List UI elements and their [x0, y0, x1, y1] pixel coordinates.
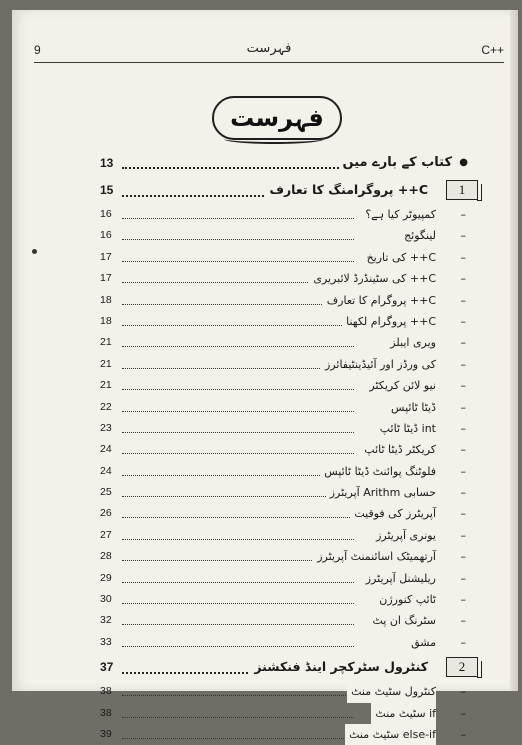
toc-row	[92, 525, 472, 546]
bullet-dash-icon: –	[460, 208, 466, 221]
toc-row	[92, 546, 472, 567]
toc-row	[92, 610, 472, 631]
toc-row	[92, 397, 472, 418]
toc-row	[92, 332, 472, 353]
bullet-dash-icon: –	[460, 314, 466, 328]
toc-entry-title: کتاب کے بارے میں	[339, 150, 452, 176]
bullet-dash-icon: –	[460, 443, 466, 457]
dot-leader	[122, 325, 354, 326]
dot-leader	[122, 218, 354, 219]
dot-leader	[122, 646, 354, 647]
dot-leader	[122, 389, 354, 390]
toc-entry-title: کنٹرول سٹرکچر اینڈ فنکشنز	[250, 653, 428, 681]
toc-page-number: 27	[100, 528, 112, 541]
toc-row	[92, 225, 472, 246]
dot-leader	[122, 603, 354, 604]
toc-page-number: 21	[100, 357, 112, 370]
toc-chapter-row	[92, 176, 472, 204]
toc-page-number: 24	[100, 464, 112, 477]
bullet-dash-icon: –	[460, 229, 466, 243]
bullet-dash-icon: –	[460, 357, 466, 371]
toc-row	[92, 418, 472, 439]
dot-leader	[122, 453, 354, 454]
toc-row	[92, 632, 472, 653]
dot-leader	[122, 304, 354, 305]
dot-leader	[122, 167, 354, 169]
toc-entry-title: C++ پروگرام لکھنا	[342, 311, 436, 332]
toc-row	[92, 439, 472, 460]
dot-leader	[122, 582, 354, 583]
toc-entry-title: ریلیشنل آپریٹرز	[362, 568, 436, 589]
bullet-dash-icon: –	[460, 293, 466, 307]
toc-page-number: 21	[100, 379, 112, 392]
toc-entry-title: لینگوئج	[400, 225, 436, 246]
bullet-dash-icon: –	[460, 486, 466, 500]
dot-leader	[122, 738, 354, 739]
toc-row	[92, 703, 472, 724]
toc-page-number: 17	[100, 272, 112, 285]
toc-entry-title: C++ پروگرام کا تعارف	[323, 290, 436, 311]
dot-leader	[122, 695, 354, 696]
toc-entry-title: int ڈیٹا ٹائپ	[376, 418, 436, 439]
toc-row	[92, 375, 472, 396]
toc-page-number: 25	[100, 486, 112, 499]
dot-leader	[122, 539, 354, 540]
toc-chapter-row	[92, 653, 472, 681]
toc-entry-title: آپریٹرز کی فوقیت	[350, 503, 436, 524]
header-title: فہرست	[246, 41, 292, 56]
margin-dot	[32, 249, 37, 254]
table-of-contents	[92, 150, 472, 745]
toc-row	[92, 568, 472, 589]
chapter-number-box: 2	[446, 657, 478, 677]
toc-page-number: 28	[100, 550, 112, 563]
toc-entry-title: کریکٹر ڈیٹا ٹائپ	[360, 439, 436, 460]
toc-row	[92, 247, 472, 268]
toc-page-number: 29	[100, 571, 112, 584]
bullet-dash-icon: –	[460, 272, 466, 286]
toc-entry-title: آرتھمیٹک اسائنمنٹ آپریٹرز	[313, 546, 436, 567]
toc-page-number: 38	[100, 685, 112, 698]
bullet-dash-icon: –	[460, 685, 466, 699]
toc-row	[92, 204, 472, 225]
toc-row	[92, 354, 472, 375]
toc-page-number: 16	[100, 208, 112, 220]
toc-entry-title: نیو لائن کریکٹر	[365, 375, 436, 396]
dot-leader	[122, 475, 354, 476]
toc-entry-title: else-if سٹیٹ منٹ	[345, 724, 436, 745]
bullet-dash-icon: –	[460, 250, 466, 264]
toc-page-number: 18	[100, 293, 112, 306]
dot-leader	[122, 517, 354, 518]
bullet-dash-icon: –	[460, 593, 466, 607]
toc-entry-title: یونری آپریٹرز	[372, 525, 436, 546]
toc-page-number: 30	[100, 593, 112, 606]
dot-leader	[122, 261, 354, 262]
bullet-dash-icon: –	[460, 706, 466, 720]
bullet-dot-icon: ●	[459, 157, 468, 168]
running-header	[34, 40, 504, 63]
dot-leader	[122, 624, 354, 625]
toc-entry-title: حسابی Arithm آپریٹرز	[326, 482, 436, 503]
toc-page-number: 22	[100, 400, 112, 413]
header-page-number: 9	[34, 43, 41, 57]
toc-row	[92, 268, 472, 289]
dot-leader	[122, 346, 354, 347]
bullet-dash-icon: –	[460, 464, 466, 478]
bullet-dash-icon: –	[460, 635, 466, 649]
toc-entry-title: کی ورڈز اور آئیڈینٹیفائرز	[321, 354, 436, 375]
toc-page-number: 38	[100, 706, 112, 719]
chapter-number-box: 1	[446, 180, 478, 200]
bullet-dash-icon: –	[460, 528, 466, 542]
toc-page-number: 16	[100, 229, 112, 242]
dot-leader	[122, 368, 354, 369]
toc-entry-title: C++ پروگرامنگ کا تعارف	[265, 176, 428, 204]
toc-page-number: 37	[100, 660, 114, 675]
toc-page-number: 21	[100, 336, 112, 349]
contents-banner: فہرست	[212, 96, 342, 140]
toc-row	[92, 290, 472, 311]
toc-entry-title: کنٹرول سٹیٹ منٹ	[347, 681, 436, 702]
page-edge	[510, 10, 518, 691]
dot-leader	[122, 496, 354, 497]
toc-row	[92, 482, 472, 503]
toc-page-number: 15	[100, 183, 114, 197]
toc-entry-title: ویری ایبلز	[386, 332, 436, 353]
dot-leader	[122, 717, 354, 718]
dot-leader	[122, 432, 354, 433]
toc-entry-title: کمپیوٹر کیا ہے؟	[361, 204, 436, 225]
toc-page-number: 24	[100, 443, 112, 456]
book-page	[12, 10, 518, 741]
toc-page-number: 26	[100, 507, 112, 520]
toc-row	[92, 681, 472, 702]
toc-intro-row	[92, 150, 472, 176]
bullet-dash-icon: –	[460, 507, 466, 521]
bullet-dash-icon: –	[460, 614, 466, 628]
bullet-dash-icon: –	[460, 727, 466, 741]
bullet-dash-icon: –	[460, 571, 466, 585]
toc-entry-title: ڈیٹا ٹائپس	[387, 397, 436, 418]
toc-row	[92, 589, 472, 610]
toc-entry-title: فلوٹنگ پوائنٹ ڈیٹا ٹائپس	[320, 461, 436, 482]
bullet-dash-icon: –	[460, 379, 466, 393]
bullet-dash-icon: –	[460, 421, 466, 435]
bullet-dash-icon: –	[460, 336, 466, 350]
toc-row	[92, 461, 472, 482]
bullet-dash-icon: –	[460, 550, 466, 564]
header-book-name: C++	[481, 43, 504, 57]
toc-entry-title: مشق	[407, 632, 436, 653]
toc-entry-title: C++ کی تاریخ	[363, 247, 436, 268]
toc-page-number: 32	[100, 614, 112, 627]
toc-entry-title: سٹرنگ ان پٹ	[368, 610, 436, 631]
bullet-dash-icon: –	[460, 400, 466, 414]
toc-page-number: 17	[100, 250, 112, 263]
toc-page-number: 33	[100, 635, 112, 648]
toc-page-number: 23	[100, 421, 112, 434]
dot-leader	[122, 239, 354, 240]
toc-entry-title: if سٹیٹ منٹ	[371, 703, 436, 724]
toc-page-number: 39	[100, 727, 112, 740]
toc-page-number: 18	[100, 314, 112, 327]
toc-row	[92, 724, 472, 745]
toc-row	[92, 311, 472, 332]
toc-entry-title: C++ کی سٹینڈرڈ لائبریری	[309, 268, 436, 289]
banner-swoosh	[224, 134, 324, 144]
dot-leader	[122, 411, 354, 412]
toc-row	[92, 503, 472, 524]
toc-entry-title: ٹائپ کنورژن	[375, 589, 436, 610]
toc-page-number: 13	[100, 156, 114, 170]
